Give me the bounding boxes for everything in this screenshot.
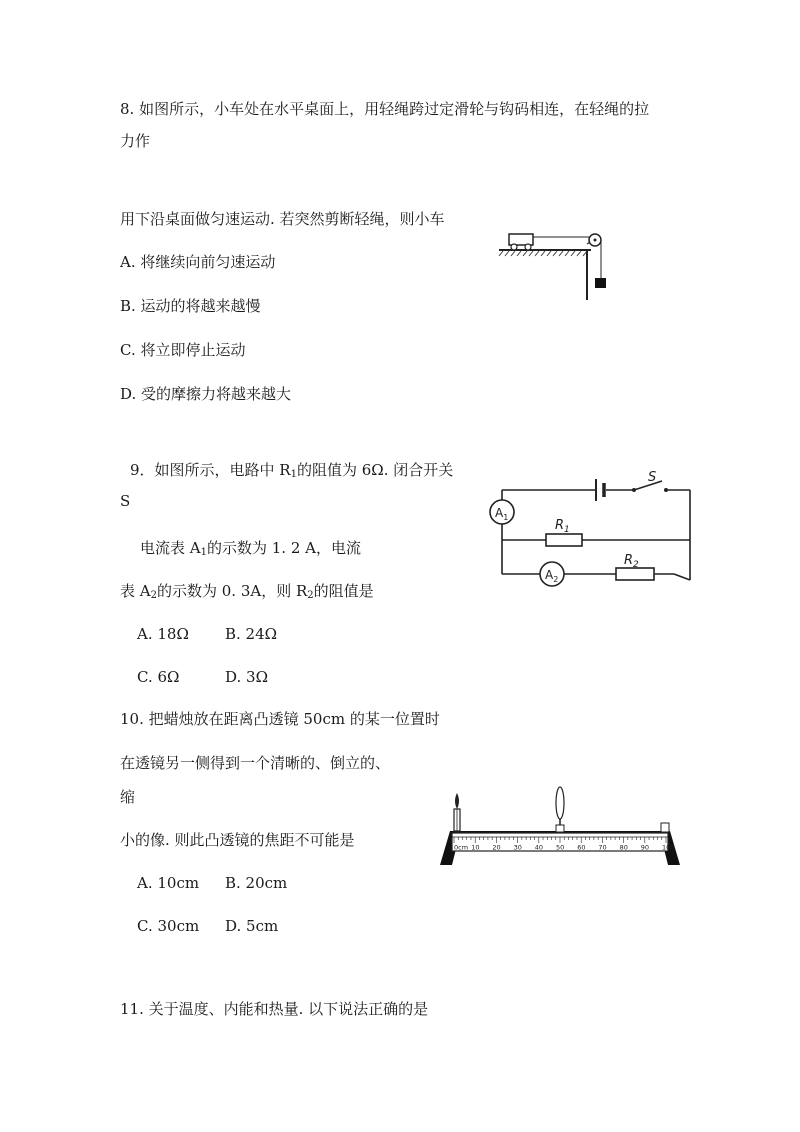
switch-label: S — [648, 470, 657, 485]
q9-stem-line1: 9．如图所示，电路中 $R_1$的阻值为 6Ω. 闭合开关 — [130, 461, 454, 480]
q8-stem-line1: 8. 如图所示，小车处在水平桌面上，用轻绳跨过定滑轮与钩码相连，在轻绳的拉 — [120, 100, 650, 118]
q9-option-d: D. 3Ω — [225, 668, 269, 686]
q9-stem-line4: 表 $A_2$的示数为 0. 3A，则 $R_2$的阻值是 — [120, 582, 374, 601]
q10-option-b: B. 20cm — [225, 874, 288, 892]
q8-option-c: C. 将立即停止运动 — [120, 341, 246, 359]
q10-option-c: C. 30cm — [137, 917, 200, 935]
q9-option-b: B. 24Ω — [225, 625, 278, 643]
scale-label: 20 — [492, 843, 501, 852]
q10-stem-line3: 缩 — [120, 788, 136, 806]
scale-label: 80 — [619, 843, 628, 852]
r1-label: $R_1$ — [555, 518, 570, 535]
scale-label: 10 — [471, 843, 480, 852]
optical-bench-figure — [424, 773, 694, 873]
q8-option-b: B. 运动的将越来越慢 — [120, 297, 261, 315]
scale-label: 0cm — [454, 843, 469, 852]
q8-option-d: D. 受的摩擦力将越来越大 — [120, 385, 292, 403]
scale-label: 30 — [513, 843, 522, 852]
q9-stem-line3: 电流表 $A_1$的示数为 1. 2 A，电流 — [140, 539, 361, 558]
r2-label: $R_2$ — [624, 553, 639, 570]
scale-label: 90 — [640, 843, 650, 852]
q10-stem-line4: 小的像. 则此凸透镜的焦距不可能是 — [120, 831, 355, 849]
q9-stem-line2: S — [120, 492, 131, 510]
q10-stem-line1: 10. 把蜡烛放在距离凸透镜 50cm 的某一位置时 — [120, 710, 440, 728]
a2-label: $A_2$ — [545, 568, 559, 584]
q10-option-a: A. 10cm — [137, 874, 200, 892]
q8-stem-line3: 用下沿桌面做匀速运动. 若突然剪断轻绳，则小车 — [120, 210, 445, 228]
q9-option-a: A. 18Ω — [137, 625, 189, 643]
q10-option-d: D. 5cm — [225, 917, 279, 935]
scale-label: 70 — [598, 843, 607, 852]
scale-label: 40 — [534, 843, 544, 852]
scale-label: 100 — [662, 843, 675, 852]
q9-option-c: C. 6Ω — [137, 668, 180, 686]
q10-stem-line2: 在透镜另一侧得到一个清晰的、倒立的、 — [120, 754, 391, 772]
scale-label: 60 — [577, 843, 586, 852]
scale-label: 50 — [556, 843, 565, 852]
q8-option-a: A. 将继续向前匀速运动 — [120, 253, 276, 271]
q8-stem-line2: 力作 — [120, 132, 151, 150]
a1-label: $A_1$ — [495, 506, 509, 522]
cart-pulley-figure — [495, 222, 613, 302]
circuit-figure — [484, 465, 712, 599]
q11-stem-line1: 11. 关于温度、内能和热量. 以下说法正确的是 — [120, 1000, 429, 1018]
